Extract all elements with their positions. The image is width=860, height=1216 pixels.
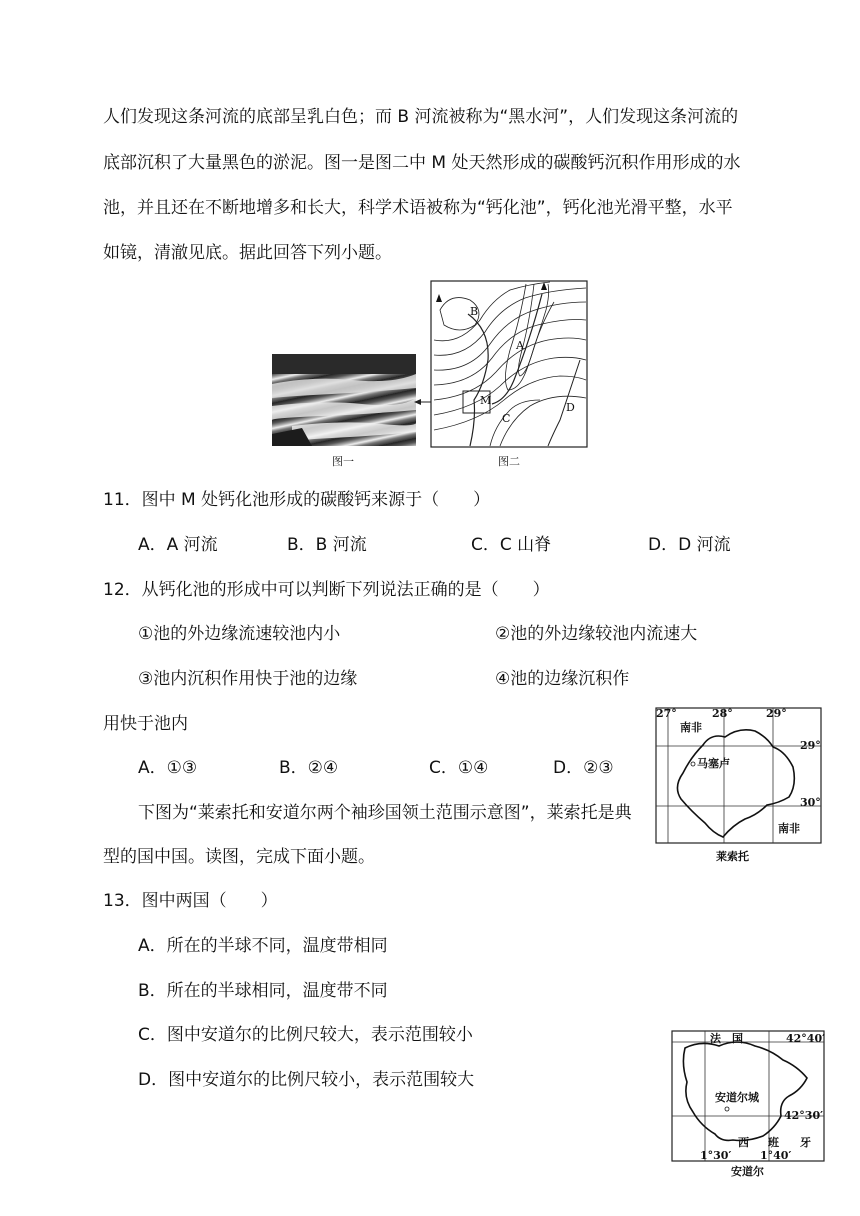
andorra-capital-label: 安道尔城 xyxy=(715,1091,759,1104)
q11-stem: 11．图中 M 处钙化池形成的碳酸钙来源于（ ） xyxy=(103,490,491,510)
q12-stem: 12．从钙化池的形成中可以判断下列说法正确的是（ ） xyxy=(103,580,550,600)
intro-line-4: 如镜，清澈见底。据此回答下列小题。 xyxy=(103,243,392,263)
figure1-caption: 图一 xyxy=(332,455,354,468)
andorra-lat-top: 42°40′ xyxy=(786,1032,826,1045)
lesotho-lat-29: 29° xyxy=(800,739,821,752)
andorra-lon-right: 1°40′ xyxy=(760,1149,792,1162)
intro-line-2: 底部沉积了大量黑色的淤泥。图一是图二中 M 处天然形成的碳酸钙沉积作用形成的水 xyxy=(103,153,741,173)
lesotho-lat-30: 30° xyxy=(800,796,821,809)
lesotho-label-south-africa-top: 南非 xyxy=(680,721,702,734)
lesotho-map-caption: 莱索托 xyxy=(716,850,749,863)
q13-stem: 13．图中两国（ ） xyxy=(103,891,278,911)
q13-option-c[interactable]: C．图中安道尔的比例尺较大，表示范围较小 xyxy=(138,1025,473,1045)
intro-line-3: 池，并且还在不断地增多和长大，科学术语被称为“钙化池”，钙化池光滑平整，水平 xyxy=(103,198,733,218)
lesotho-capital-label: 马塞卢 xyxy=(697,757,730,770)
lesotho-lon-27: 27° xyxy=(656,707,677,720)
lesotho-lon-28: 28° xyxy=(712,707,733,720)
q12-statement-1: ①池的外边缘流速较池内小 xyxy=(138,624,341,644)
q12-option-d[interactable]: D．②③ xyxy=(553,758,614,778)
q12-statement-2: ②池的外边缘较池内流速大 xyxy=(495,624,698,644)
q11-option-c[interactable]: C．C 山脊 xyxy=(471,535,552,555)
label-b: B xyxy=(470,305,479,318)
label-m: M xyxy=(480,394,492,407)
label-d: D xyxy=(566,401,575,414)
q12-option-b[interactable]: B．②④ xyxy=(279,758,339,778)
q13-option-b[interactable]: B．所在的半球相同，温度带不同 xyxy=(138,981,388,1001)
label-a: A xyxy=(516,339,524,352)
q12-option-c[interactable]: C．①④ xyxy=(429,758,489,778)
lesotho-lon-29: 29° xyxy=(766,707,787,720)
andorra-lon-left: 1°30′ xyxy=(700,1149,732,1162)
q11-option-d[interactable]: D．D 河流 xyxy=(648,535,731,555)
q13-option-d[interactable]: D．图中安道尔的比例尺较小，表示范围较大 xyxy=(138,1070,475,1090)
intro2-line-1: 下图为“莱索托和安道尔两个袖珍国领土范围示意图”，莱索托是典 xyxy=(138,803,632,823)
q12-statement-3: ③池内沉积作用快于池的边缘 xyxy=(138,669,358,689)
andorra-label-spain-2: 班 xyxy=(768,1136,779,1149)
q11-option-a[interactable]: A．A 河流 xyxy=(138,535,218,555)
label-c: C xyxy=(502,412,511,425)
q12-option-a[interactable]: A．①③ xyxy=(138,758,198,778)
q12-statement-4: ④池的边缘沉积作 xyxy=(495,669,630,689)
terrace-texture xyxy=(272,354,416,446)
andorra-label-spain-3: 牙 xyxy=(800,1136,811,1149)
intro2-line-2: 型的国中国。读图，完成下面小题。 xyxy=(103,847,375,867)
q12-statement-4-continued: 用快于池内 xyxy=(103,714,188,734)
q11-option-b[interactable]: B．B 河流 xyxy=(287,535,367,555)
andorra-label-france: 法 国 xyxy=(710,1032,743,1045)
lesotho-label-south-africa-bottom: 南非 xyxy=(778,822,800,835)
intro-line-1: 人们发现这条河流的底部呈乳白色；而 B 河流被称为“黑水河”，人们发现这条河流的 xyxy=(103,107,739,127)
andorra-map-caption: 安道尔 xyxy=(731,1165,764,1178)
figure1-photo xyxy=(272,354,416,446)
andorra-label-spain-1: 西 xyxy=(738,1136,749,1149)
figure2-caption: 图二 xyxy=(498,455,520,468)
andorra-lat-mid: 42°30′ xyxy=(784,1109,824,1122)
q13-option-a[interactable]: A．所在的半球不同，温度带相同 xyxy=(138,936,388,956)
